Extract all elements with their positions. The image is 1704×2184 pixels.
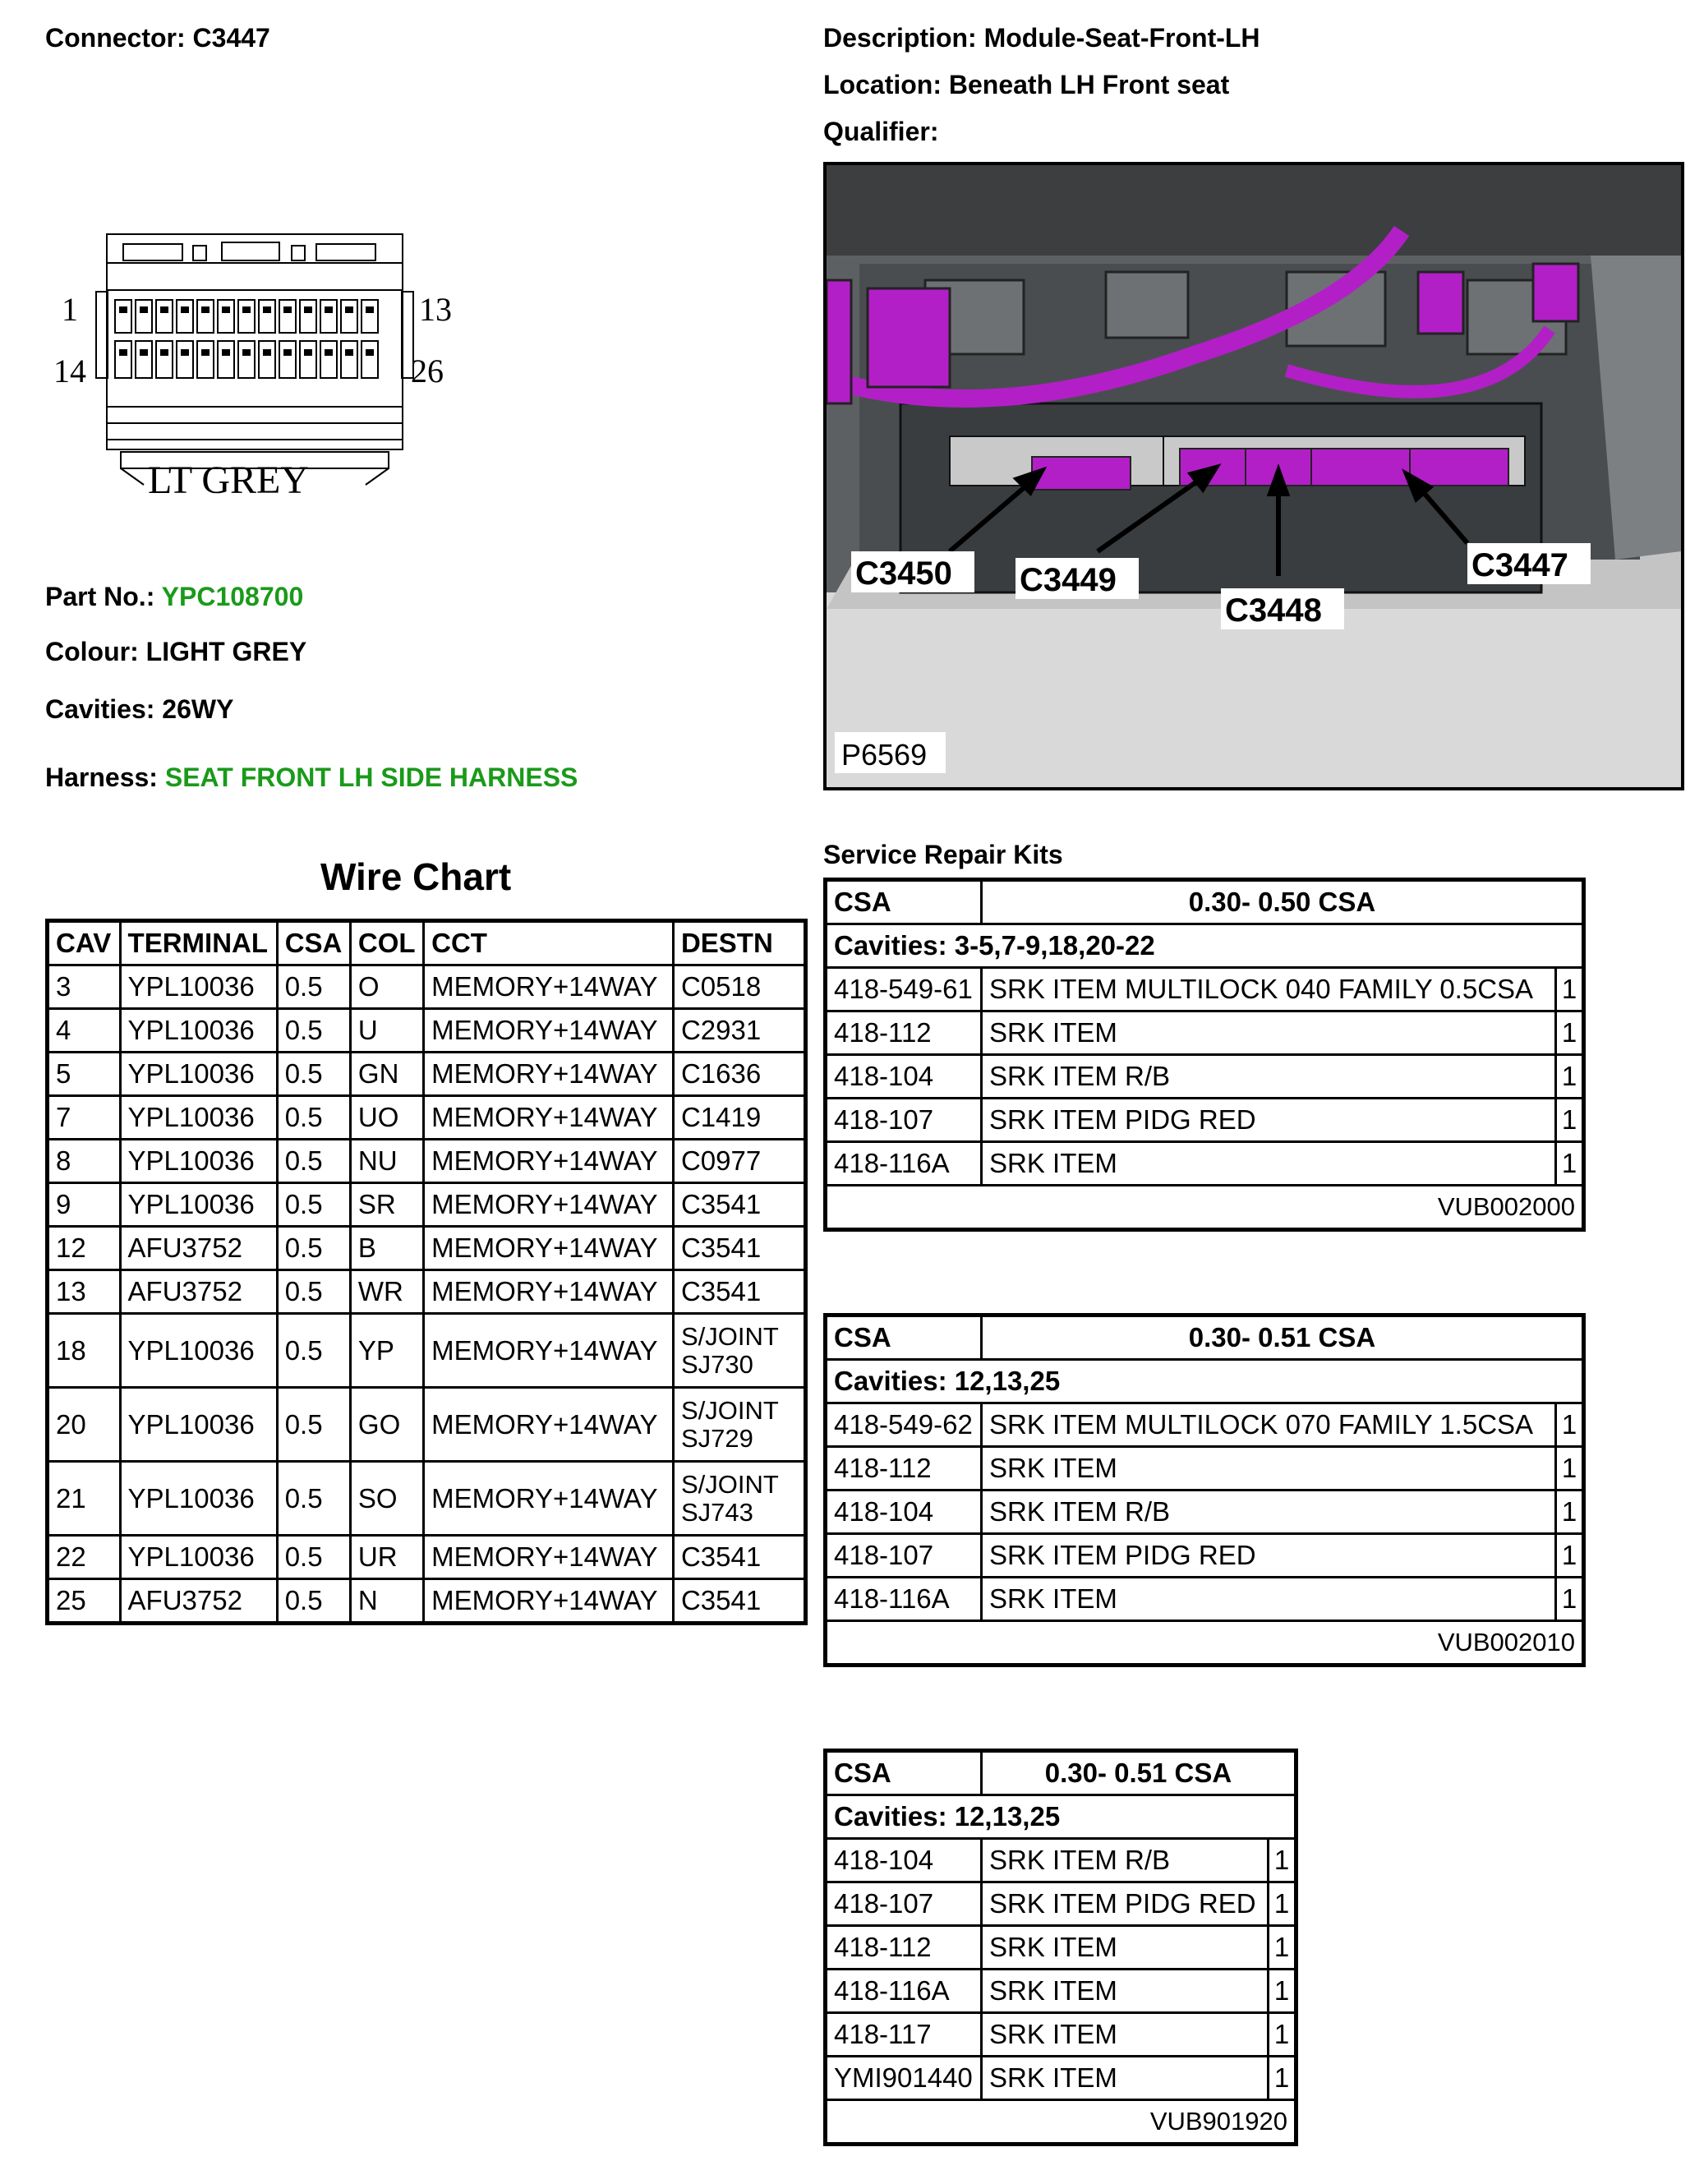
kit-desc: SRK ITEM R/B <box>982 1491 1556 1534</box>
cell-terminal: YPL10036 <box>120 1140 277 1183</box>
callout-c3450: C3450 <box>855 555 952 592</box>
cell-terminal: YPL10036 <box>120 1183 277 1227</box>
cell-destn: C3541 <box>673 1536 805 1579</box>
cell-destn: C3541 <box>673 1227 805 1270</box>
connector-label: Connector: <box>45 23 186 53</box>
qualifier-label: Qualifier: <box>823 117 939 146</box>
kit-part: 418-112 <box>826 1011 982 1055</box>
table-row <box>48 1462 806 1536</box>
connector-heading <box>45 23 270 53</box>
table-row <box>826 2057 1296 2100</box>
cell-destn: C2931 <box>673 1009 805 1053</box>
location-value: Beneath LH Front seat <box>948 70 1230 99</box>
service-kits-title: Service Repair Kits <box>823 840 1063 869</box>
cell-destn: C0518 <box>673 965 805 1009</box>
header-terminal: TERMINAL <box>120 921 277 965</box>
kit-csa-row <box>826 880 1584 924</box>
kit-qty: 1 <box>1556 1011 1584 1055</box>
kit-qty: 1 <box>1556 1099 1584 1142</box>
cell-cct: MEMORY+14WAY <box>424 1227 674 1270</box>
cell-terminal: AFU3752 <box>120 1270 277 1314</box>
table-row <box>826 1055 1584 1099</box>
cell-col: UO <box>350 1096 423 1140</box>
cell-cav: 21 <box>48 1462 121 1536</box>
kit-qty: 1 <box>1269 2057 1296 2100</box>
destn-line-1: S/JOINT <box>680 1395 779 1425</box>
kit-csa-label: CSA <box>826 1751 982 1795</box>
kit-csa-value: 0.30- 0.51 CSA <box>982 1751 1296 1795</box>
part-no-line <box>45 582 303 612</box>
connector-colour-text: LT GREY <box>148 458 310 502</box>
kit-ref: VUB901920 <box>826 2100 1296 2145</box>
description-label: Description: <box>823 23 977 53</box>
cell-csa: 0.5 <box>277 1227 350 1270</box>
header-cct: CCT <box>424 921 674 965</box>
kit-qty: 1 <box>1556 1491 1584 1534</box>
cell-col: YP <box>350 1314 423 1388</box>
callout-c3448: C3448 <box>1225 592 1322 629</box>
cell-terminal: YPL10036 <box>120 1009 277 1053</box>
cell-col: N <box>350 1579 423 1624</box>
kit-part: 418-112 <box>826 1447 982 1491</box>
cell-terminal: YPL10036 <box>120 1536 277 1579</box>
kit-part: 418-117 <box>826 2013 982 2057</box>
cell-destn <box>673 1314 805 1388</box>
part-no-label: Part No.: <box>45 582 155 611</box>
table-row <box>48 1388 806 1462</box>
table-row <box>826 968 1584 1011</box>
kit-csa-value: 0.30- 0.51 CSA <box>982 1315 1584 1360</box>
kit-qty: 1 <box>1556 968 1584 1011</box>
kit-desc: SRK ITEM <box>982 1578 1556 1621</box>
kit-part: 418-107 <box>826 1882 982 1926</box>
table-row <box>48 1270 806 1314</box>
cell-cct: MEMORY+14WAY <box>424 1096 674 1140</box>
table-row <box>826 1882 1296 1926</box>
kit-qty: 1 <box>1556 1142 1584 1186</box>
kit-cavities-row <box>826 924 1584 968</box>
destn-line-2: SJ730 <box>680 1349 753 1379</box>
table-row <box>48 1053 806 1096</box>
cell-destn: C1419 <box>673 1096 805 1140</box>
location-photo <box>823 162 1684 790</box>
cell-csa: 0.5 <box>277 1096 350 1140</box>
cell-col: SR <box>350 1183 423 1227</box>
cell-cct: MEMORY+14WAY <box>424 1388 674 1462</box>
location-line <box>823 70 1229 100</box>
kit-part: 418-116A <box>826 1142 982 1186</box>
cavities-value: 26WY <box>162 694 234 724</box>
cell-terminal: YPL10036 <box>120 965 277 1009</box>
kit-part: 418-104 <box>826 1055 982 1099</box>
kit-ref-row <box>826 1621 1584 1666</box>
kit-csa-value: 0.30- 0.50 CSA <box>982 880 1584 924</box>
cell-csa: 0.5 <box>277 1462 350 1536</box>
header-cav: CAV <box>48 921 121 965</box>
cell-cav: 20 <box>48 1388 121 1462</box>
kit-part: 418-549-61 <box>826 968 982 1011</box>
cell-csa: 0.5 <box>277 1536 350 1579</box>
kit-cavities: Cavities: 12,13,25 <box>826 1795 1296 1839</box>
cell-cav: 3 <box>48 965 121 1009</box>
kit-desc: SRK ITEM <box>982 1926 1269 1970</box>
cell-destn <box>673 1462 805 1536</box>
location-illustration <box>827 165 1681 787</box>
table-row <box>48 1314 806 1388</box>
service-kit-table-2 <box>823 1313 1586 1667</box>
kit-part: 418-112 <box>826 1926 982 1970</box>
kit-cavities-row <box>826 1795 1296 1839</box>
cell-terminal: YPL10036 <box>120 1053 277 1096</box>
cell-col: NU <box>350 1140 423 1183</box>
cell-col: UR <box>350 1536 423 1579</box>
cell-cav: 18 <box>48 1314 121 1388</box>
kit-desc: SRK ITEM <box>982 1011 1556 1055</box>
pin-label-1: 1 <box>62 291 78 328</box>
table-row <box>826 1578 1584 1621</box>
kit-desc: SRK ITEM <box>982 2057 1269 2100</box>
location-label: Location: <box>823 70 942 99</box>
cell-cav: 12 <box>48 1227 121 1270</box>
table-row <box>48 965 806 1009</box>
cell-terminal: YPL10036 <box>120 1388 277 1462</box>
table-row <box>826 1011 1584 1055</box>
colour-line <box>45 637 306 667</box>
kit-csa-label: CSA <box>826 1315 982 1360</box>
colour-value: LIGHT GREY <box>145 637 307 666</box>
table-row <box>48 1536 806 1579</box>
cell-csa: 0.5 <box>277 1270 350 1314</box>
cell-destn: C0977 <box>673 1140 805 1183</box>
kit-ref: VUB002010 <box>826 1621 1584 1666</box>
cell-csa: 0.5 <box>277 1314 350 1388</box>
kit-part: 418-107 <box>826 1534 982 1578</box>
header-destn: DESTN <box>673 921 805 965</box>
kit-qty: 1 <box>1556 1534 1584 1578</box>
cell-col: SO <box>350 1462 423 1536</box>
cell-cav: 5 <box>48 1053 121 1096</box>
kit-desc: SRK ITEM <box>982 1970 1269 2013</box>
kit-csa-row <box>826 1315 1584 1360</box>
harness-value: SEAT FRONT LH SIDE HARNESS <box>164 763 578 792</box>
table-row <box>48 1140 806 1183</box>
kit-part: 418-107 <box>826 1099 982 1142</box>
cell-cav: 7 <box>48 1096 121 1140</box>
cell-terminal: YPL10036 <box>120 1096 277 1140</box>
table-row <box>826 1839 1296 1882</box>
kit-desc: SRK ITEM R/B <box>982 1055 1556 1099</box>
kit-desc: SRK ITEM PIDG RED <box>982 1099 1556 1142</box>
cell-cct: MEMORY+14WAY <box>424 1270 674 1314</box>
kit-csa-row <box>826 1751 1296 1795</box>
cell-terminal: YPL10036 <box>120 1462 277 1536</box>
callout-c3449: C3449 <box>1020 562 1117 598</box>
wire-chart-header-row <box>48 921 806 965</box>
pin-label-13: 13 <box>419 291 452 328</box>
kit-qty: 1 <box>1556 1578 1584 1621</box>
kit-cavities-row <box>826 1360 1584 1403</box>
description-line <box>823 23 1260 53</box>
table-row <box>48 1227 806 1270</box>
kit-desc: SRK ITEM <box>982 1142 1556 1186</box>
colour-label: Colour: <box>45 637 139 666</box>
cell-cct: MEMORY+14WAY <box>424 1183 674 1227</box>
table-row <box>826 1534 1584 1578</box>
pin-label-14: 14 <box>53 352 86 389</box>
table-row <box>48 1009 806 1053</box>
table-row <box>826 1926 1296 1970</box>
kit-csa-label: CSA <box>826 880 982 924</box>
header-col: COL <box>350 921 423 965</box>
kit-part: YMI901440 <box>826 2057 982 2100</box>
kit-part: 418-104 <box>826 1491 982 1534</box>
kit-ref: VUB002000 <box>826 1186 1584 1230</box>
kit-qty: 1 <box>1556 1447 1584 1491</box>
table-row <box>48 1096 806 1140</box>
cell-destn: C3541 <box>673 1579 805 1624</box>
cell-csa: 0.5 <box>277 1140 350 1183</box>
kit-part: 418-116A <box>826 1578 982 1621</box>
description-value: Module-Seat-Front-LH <box>983 23 1260 53</box>
kit-ref-row <box>826 1186 1584 1230</box>
kit-ref-row <box>826 2100 1296 2145</box>
cell-cct: MEMORY+14WAY <box>424 1462 674 1536</box>
service-kit-table-3 <box>823 1749 1298 2146</box>
callout-c3447: C3447 <box>1471 547 1568 583</box>
part-no-value: YPC108700 <box>161 582 304 611</box>
cell-col: GO <box>350 1388 423 1462</box>
cell-col: WR <box>350 1270 423 1314</box>
cell-csa: 0.5 <box>277 965 350 1009</box>
kit-desc: SRK ITEM <box>982 2013 1269 2057</box>
service-kit-table-1 <box>823 878 1586 1232</box>
kit-cavities: Cavities: 12,13,25 <box>826 1360 1584 1403</box>
cell-cct: MEMORY+14WAY <box>424 965 674 1009</box>
kit-qty: 1 <box>1556 1055 1584 1099</box>
kit-desc: SRK ITEM MULTILOCK 070 FAMILY 1.5CSA <box>982 1403 1556 1447</box>
table-row <box>826 1970 1296 2013</box>
table-row <box>826 1491 1584 1534</box>
table-row <box>826 1447 1584 1491</box>
table-row <box>48 1183 806 1227</box>
cell-col: GN <box>350 1053 423 1096</box>
kit-qty: 1 <box>1269 1926 1296 1970</box>
kit-part: 418-549-62 <box>826 1403 982 1447</box>
table-row <box>826 2013 1296 2057</box>
pin-label-26: 26 <box>411 352 444 389</box>
kit-desc: SRK ITEM PIDG RED <box>982 1882 1269 1926</box>
cell-cct: MEMORY+14WAY <box>424 1009 674 1053</box>
kit-part: 418-104 <box>826 1839 982 1882</box>
destn-line-1: S/JOINT <box>680 1469 779 1499</box>
table-row <box>826 1403 1584 1447</box>
cell-csa: 0.5 <box>277 1579 350 1624</box>
kit-qty: 1 <box>1269 1839 1296 1882</box>
harness-label: Harness: <box>45 763 158 792</box>
kit-part: 418-116A <box>826 1970 982 2013</box>
cavities-label: Cavities: <box>45 694 155 724</box>
kit-desc: SRK ITEM R/B <box>982 1839 1269 1882</box>
cell-cav: 8 <box>48 1140 121 1183</box>
kit-desc: SRK ITEM PIDG RED <box>982 1534 1556 1578</box>
cell-cav: 13 <box>48 1270 121 1314</box>
cell-terminal: YPL10036 <box>120 1314 277 1388</box>
destn-line-2: SJ729 <box>680 1423 753 1453</box>
kit-desc: SRK ITEM MULTILOCK 040 FAMILY 0.5CSA <box>982 968 1556 1011</box>
cell-col: B <box>350 1227 423 1270</box>
table-row <box>48 1579 806 1624</box>
cell-cct: MEMORY+14WAY <box>424 1053 674 1096</box>
cell-cav: 4 <box>48 1009 121 1053</box>
kit-qty: 1 <box>1269 2013 1296 2057</box>
kit-qty: 1 <box>1556 1403 1584 1447</box>
cell-csa: 0.5 <box>277 1388 350 1462</box>
destn-line-1: S/JOINT <box>680 1321 779 1351</box>
connector-value: C3447 <box>192 23 270 53</box>
wire-chart-title: Wire Chart <box>320 855 512 898</box>
table-row <box>826 1142 1584 1186</box>
wire-chart-table <box>45 919 808 1625</box>
cell-cct: MEMORY+14WAY <box>424 1536 674 1579</box>
cell-cct: MEMORY+14WAY <box>424 1314 674 1388</box>
connector-face-diagram <box>45 218 472 505</box>
harness-line <box>45 763 578 793</box>
kit-cavities: Cavities: 3-5,7-9,18,20-22 <box>826 924 1584 968</box>
cell-csa: 0.5 <box>277 1009 350 1053</box>
cell-destn: C3541 <box>673 1183 805 1227</box>
kit-desc: SRK ITEM <box>982 1447 1556 1491</box>
cell-cct: MEMORY+14WAY <box>424 1579 674 1624</box>
cell-col: O <box>350 965 423 1009</box>
cavities-line <box>45 694 233 725</box>
header-csa: CSA <box>277 921 350 965</box>
cell-terminal: AFU3752 <box>120 1227 277 1270</box>
cell-cav: 25 <box>48 1579 121 1624</box>
cell-csa: 0.5 <box>277 1183 350 1227</box>
cell-destn: C1636 <box>673 1053 805 1096</box>
cell-cct: MEMORY+14WAY <box>424 1140 674 1183</box>
cell-col: U <box>350 1009 423 1053</box>
table-row <box>826 1099 1584 1142</box>
cell-cav: 9 <box>48 1183 121 1227</box>
cell-terminal: AFU3752 <box>120 1579 277 1624</box>
kit-qty: 1 <box>1269 1882 1296 1926</box>
destn-line-2: SJ743 <box>680 1497 753 1527</box>
figure-id: P6569 <box>841 738 928 772</box>
kit-qty: 1 <box>1269 1970 1296 2013</box>
cell-destn: C3541 <box>673 1270 805 1314</box>
cell-cav: 22 <box>48 1536 121 1579</box>
cell-csa: 0.5 <box>277 1053 350 1096</box>
cell-destn <box>673 1388 805 1462</box>
